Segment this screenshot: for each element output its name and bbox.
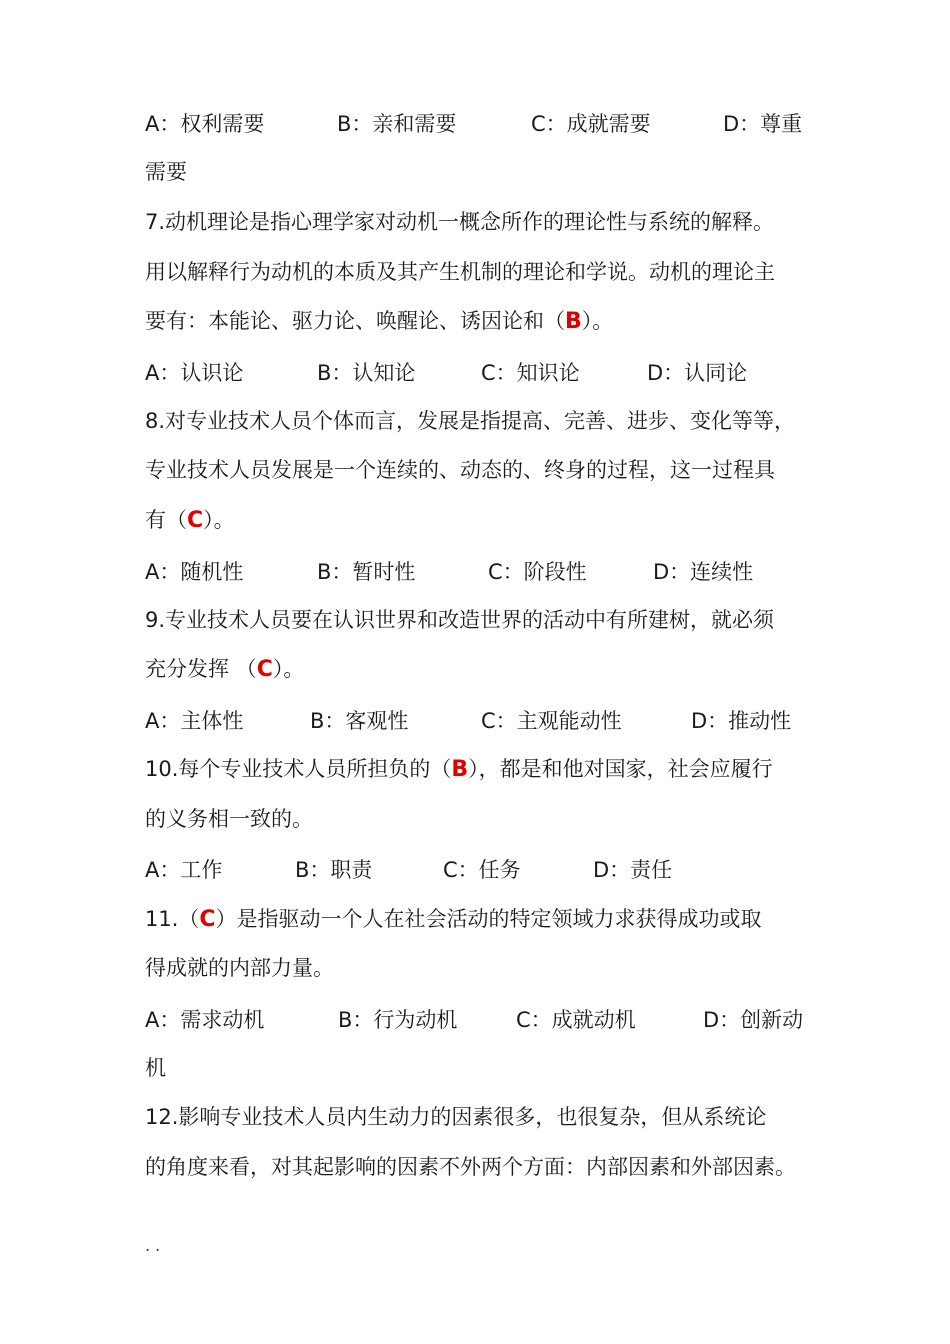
q10-option-d: D：责任	[593, 858, 673, 882]
q7-line-3-post: ）。	[581, 309, 614, 333]
q10-line-1	[145, 754, 835, 785]
q7-line-1: 7.动机理论是指心理学家对动机一概念所作的理论性与系统的解释。	[145, 210, 775, 234]
q10-option-b: B：职责	[295, 858, 373, 882]
q6-option-d: D：尊重	[723, 112, 803, 136]
q10-option-c: C：任务	[443, 858, 521, 882]
q8-option-a: A：随机性	[145, 560, 244, 584]
q7-line-2: 用以解释行为动机的本质及其产生机制的理论和学说。动机的理论主	[145, 260, 775, 284]
q12-line-2: 的角度来看，对其起影响的因素不外两个方面：内部因素和外部因素。	[145, 1155, 796, 1179]
q11-line-1-pre: 11.（	[145, 907, 200, 931]
q7-line-3	[145, 306, 835, 337]
q6-option-c: C：成就需要	[531, 112, 651, 136]
q10-answer: B	[451, 757, 469, 782]
q10-line-1-pre: 10.每个专业技术人员所担负的（	[145, 757, 452, 781]
q10-option-a: A：工作	[145, 858, 223, 882]
q7-answer: B	[565, 309, 582, 334]
q8-answer: C	[187, 508, 204, 533]
q9-option-c: C：主观能动性	[481, 709, 622, 733]
q8-option-c: C：阶段性	[488, 560, 587, 584]
q7-option-c: C：知识论	[481, 361, 580, 385]
q6-options-wrap: 需要	[145, 160, 187, 184]
q11-answer: C	[199, 907, 216, 932]
q11-option-a: A：需求动机	[145, 1008, 265, 1032]
q9-option-b: B：客观性	[310, 709, 409, 733]
q8-line-3-post: ）。	[203, 508, 235, 532]
q8-option-d: D：连续性	[653, 560, 754, 584]
q9-line-2-post: ）。	[272, 657, 305, 681]
q9-answer: C	[256, 657, 273, 682]
q7-line-3-pre: 要有：本能论、驱力论、唤醒论、诱因论和（	[145, 309, 565, 333]
q11-option-c: C：成就动机	[516, 1008, 636, 1032]
q6-option-b: B：亲和需要	[337, 112, 457, 136]
footer-dots: . .	[145, 1236, 161, 1255]
q10-line-1-post: ），都是和他对国家，社会应履行	[468, 757, 773, 781]
q9-line-2-pre: 充分发挥 （	[145, 657, 257, 681]
q11-option-b: B：行为动机	[338, 1008, 458, 1032]
q10-line-2: 的义务相一致的。	[145, 807, 313, 831]
q7-option-a: A：认识论	[145, 361, 244, 385]
q11-option-d: D：创新动	[703, 1008, 804, 1032]
q8-line-1: 8.对专业技术人员个体而言，发展是指提高、完善、进步、变化等等，	[145, 409, 796, 433]
q8-option-b: B：暂时性	[317, 560, 416, 584]
q8-line-2: 专业技术人员发展是一个连续的、动态的、终身的过程，这一过程具	[145, 458, 775, 482]
q7-option-d: D：认同论	[647, 361, 748, 385]
q7-option-b: B：认知论	[317, 361, 416, 385]
q9-option-d: D：推动性	[691, 709, 792, 733]
q9-option-a: A：主体性	[145, 709, 244, 733]
q11-line-1	[145, 904, 835, 935]
q11-line-2: 得成就的内部力量。	[145, 956, 334, 980]
q11-line-1-post: ）是指驱动一个人在社会活动的特定领域力求获得成功或取	[215, 907, 762, 931]
q11-options-wrap: 机	[145, 1056, 166, 1080]
q8-line-3	[145, 505, 835, 536]
q9-line-1: 9.专业技术人员要在认识世界和改造世界的活动中有所建树，就必须	[145, 608, 775, 632]
q6-option-a: A：权利需要	[145, 112, 265, 136]
q12-line-1: 12.影响专业技术人员内生动力的因素很多，也很复杂，但从系统论	[145, 1105, 767, 1129]
q9-line-2	[145, 654, 835, 685]
q8-line-3-pre: 有（	[145, 508, 187, 532]
